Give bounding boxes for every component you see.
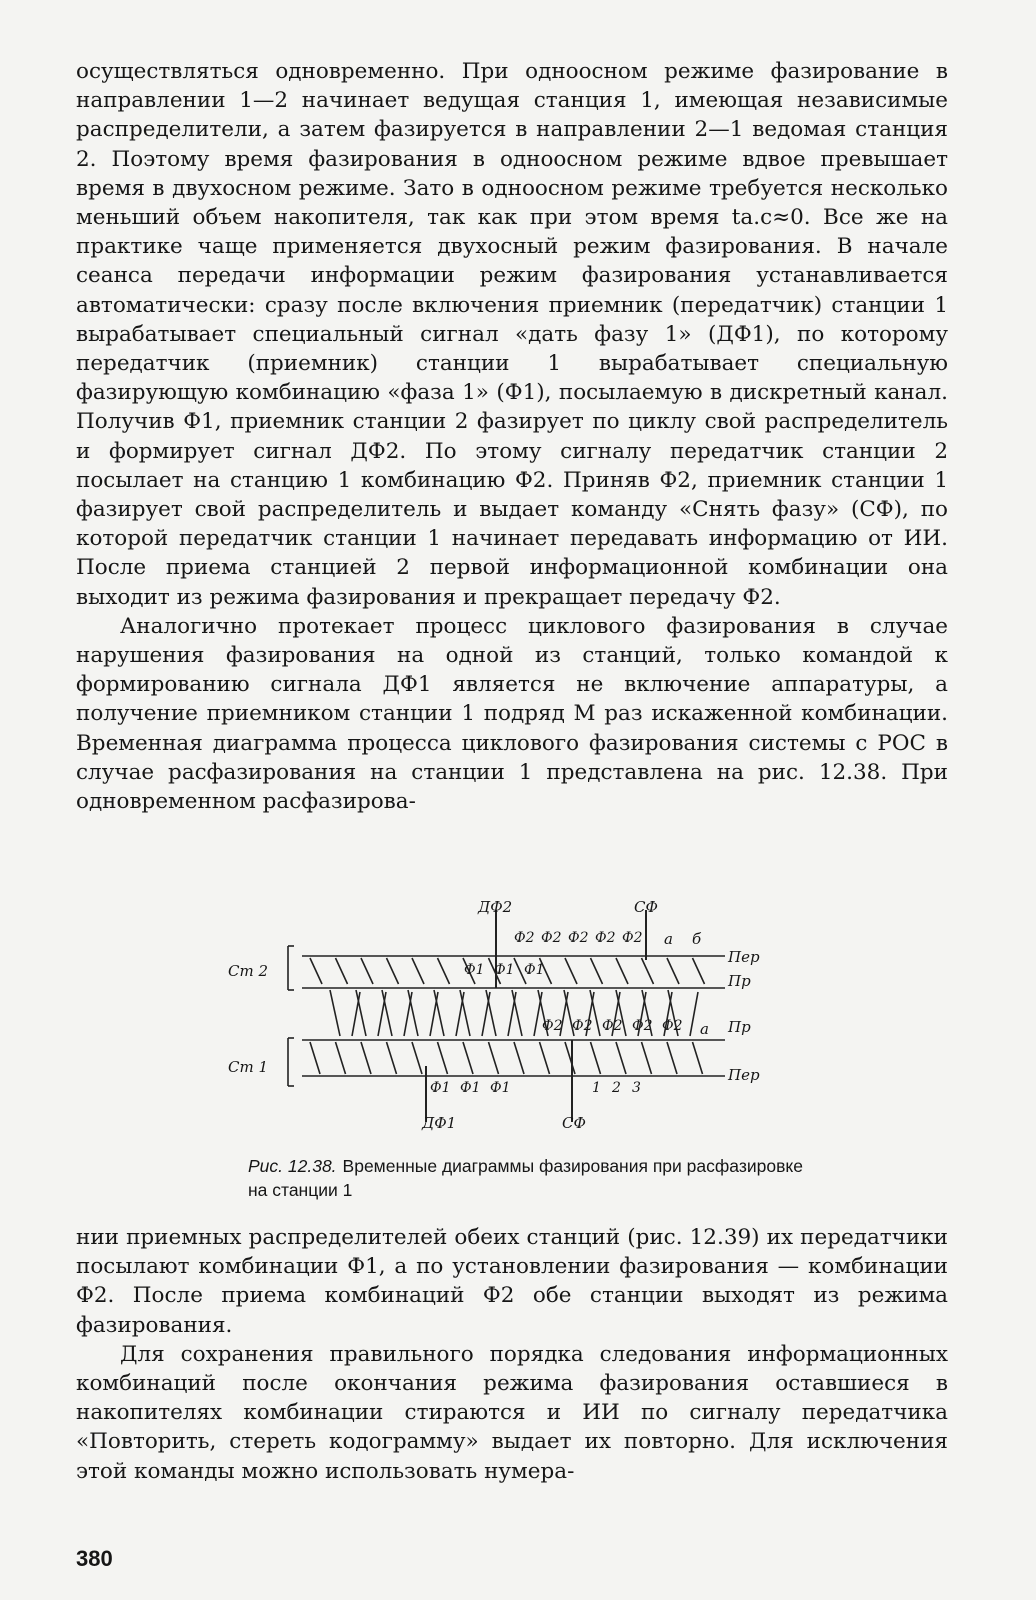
st2-tx-tick [565,958,577,984]
body-text-top [76,57,948,816]
st1-rx-seq-label: Ф2 [542,1018,563,1034]
top-tx-seq-label: Ф2 [568,930,589,946]
up-arrow [430,992,438,1036]
st1-tx-tick [565,1042,575,1074]
st2-rx-seq-label: Ф1 [494,962,515,978]
up-arrow [456,992,464,1036]
st1-tx-tick [693,1042,703,1074]
st1-rx-seq-label: Ф2 [632,1018,653,1034]
st2-tx-tick [387,958,399,984]
st2-rx-seq-label: Ф1 [464,962,485,978]
up-arrow [378,992,386,1036]
st2-tx-tick [412,958,424,984]
st2-tx-tick [310,958,322,984]
st1-tx-tick [616,1042,626,1074]
down-arrow [460,990,470,1036]
st1-tx-num-label: 2 [612,1080,621,1096]
st2-label: Ст 2 [228,962,269,980]
st1-tx-seq-label: Ф1 [490,1080,511,1096]
st1-tx-tick [489,1042,499,1074]
dph1-label: ДФ1 [422,1114,457,1132]
paragraph: осуществляться одновременно. При одноосном режиме фазирование в направлении 1—2 начинает ведущая станция 1, имеющая независимые распределители, а затем фазируется в направлении 2—1 ведомая станция 2. Поэтому время фазирования в одноосном режиме вдвое превышает время в двухосном режиме. Зато в одноосном режиме требуется несколько меньший объем накопителя, так как при этом время tа.с≈0. Все же на практике чаще применяется двухосный режим фазирования. В начале сеанса передачи информации режим фазирования устанавливается автоматически: сразу после включения приемник (передатчик) станции 1 вырабатывает специальный сигнал «дать фазу 1» (ДФ1), по которому передатчик (приемник) станции 1 вырабатывает специальную фазирующую комбинацию «фаза 1» (Ф1), посылаемую в дискретный канал. Получив Ф1, приемник станции 2 фазирует по циклу свой распределитель и формирует сигнал ДФ2. По этому сигналу передатчик станции 2 посылает на станцию 1 комбинацию Ф2. Приняв Ф2, приемник станции 1 фазирует свой распределитель и выдает команду «Снять фазу» (СФ), по которой передатчик станции 1 начинает передавать информацию от ИИ. После приема станцией 2 первой информационной комбинации она выходит из режима фазирования и прекращает передачу Ф2. [76,59,948,610]
st2-rx-seq-label: Ф1 [524,962,545,978]
st1-tx-tick [336,1042,346,1074]
down-arrow [356,990,366,1036]
down-arrow [486,990,496,1036]
up-arrow [482,992,490,1036]
down-arrow [512,990,522,1036]
st1-tx-tick [387,1042,397,1074]
st1-rx-seq-label: Ф2 [572,1018,593,1034]
st1-tx-tick [667,1042,677,1074]
caption-text: Временные диаграммы фазирования при расфазировке на станции 1 [248,1156,803,1200]
st1-tx-tick [310,1042,320,1074]
st2-tx-tick [693,958,705,984]
down-arrow [408,990,418,1036]
st2-tx-tick [642,958,654,984]
top-tx-seq-label: Ф2 [622,930,643,946]
st1-tx-tick [642,1042,652,1074]
up-arrow [534,992,542,1036]
st2-tx-tick [591,958,603,984]
st1-tx-tick [412,1042,422,1074]
st1-rx-seq-label: Ф2 [602,1018,623,1034]
st1-tx-tick [591,1042,601,1074]
a-top-label: а [664,930,673,948]
down-arrow [382,990,392,1036]
up-arrow [690,992,698,1036]
st2-tx-tick [438,958,450,984]
sf-bottom-label: СФ [562,1114,586,1132]
st2-tx-tick [361,958,373,984]
st1-tx-num-label: 3 [632,1080,641,1096]
b-top-label: б [692,930,702,948]
st2-tx-tick [336,958,348,984]
st1-tx-tick [438,1042,448,1074]
down-arrow [434,990,444,1036]
st1-tx-tick [463,1042,473,1074]
page-number: 380 [76,1546,113,1571]
down-arrow [330,990,340,1036]
st1-tx-seq-label: Ф1 [430,1080,451,1096]
st1-tx-seq-label: Ф1 [460,1080,481,1096]
figure-caption [248,1154,808,1202]
up-arrow [404,992,412,1036]
body-text-bottom [76,1223,948,1486]
paragraph: нии приемных распределителей обеих станций (рис. 12.39) их передатчики посылают комбинации Ф1, а по установлении фазирования — комбинации Ф2. После приема комбинаций Ф2 обе станции выходят из режима фазирования. [76,1225,948,1338]
paragraph: Аналогично протекает процесс циклового фазирования в случае нарушения фазирования на одной из станций, только командой к формированию сигнала ДФ1 является не включение аппаратуры, а получение приемником станции 1 подряд M раз искаженной комбинации. Временная диаграмма процесса циклового фазирования системы с РОС в случае расфазирования на станции 1 представлена на рис. 12.38. При одновременном расфазирова- [76,613,948,815]
per-top-label: Пер [728,948,760,966]
caption-label: Рис. 12.38. [248,1156,337,1176]
a-mid-label: а [700,1020,709,1038]
st1-rx-seq-label: Ф2 [662,1018,683,1034]
pr-mid-label: Пр [728,1018,751,1036]
st1-tx-tick [540,1042,550,1074]
top-tx-seq-label: Ф2 [514,930,535,946]
up-arrow [352,992,360,1036]
st1-tx-tick [514,1042,524,1074]
top-tx-seq-label: Ф2 [541,930,562,946]
st2-tx-tick [616,958,628,984]
st1-tx-num-label: 1 [592,1080,601,1096]
paragraph: Для сохранения правильного порядка следования информационных комбинаций после окончания режима фазирования оставшиеся в накопителях комбинации стираются и ИИ по сигналу передатчика «Повторить, стереть кодограмму» выдает их повторно. Для исключения этой команды можно использовать нумера- [76,1341,948,1484]
timing-diagram-figure [220,890,780,1140]
sf-top-label: СФ [634,898,658,916]
up-arrow [508,992,516,1036]
timing-diagram [220,890,780,1140]
st1-tx-tick [361,1042,371,1074]
pr-top-label: Пр [728,972,751,990]
per-bottom-label: Пер [728,1066,760,1084]
dph2-label: ДФ2 [478,898,513,916]
st2-tx-tick [667,958,679,984]
st1-label: Ст 1 [228,1058,269,1076]
top-tx-seq-label: Ф2 [595,930,616,946]
